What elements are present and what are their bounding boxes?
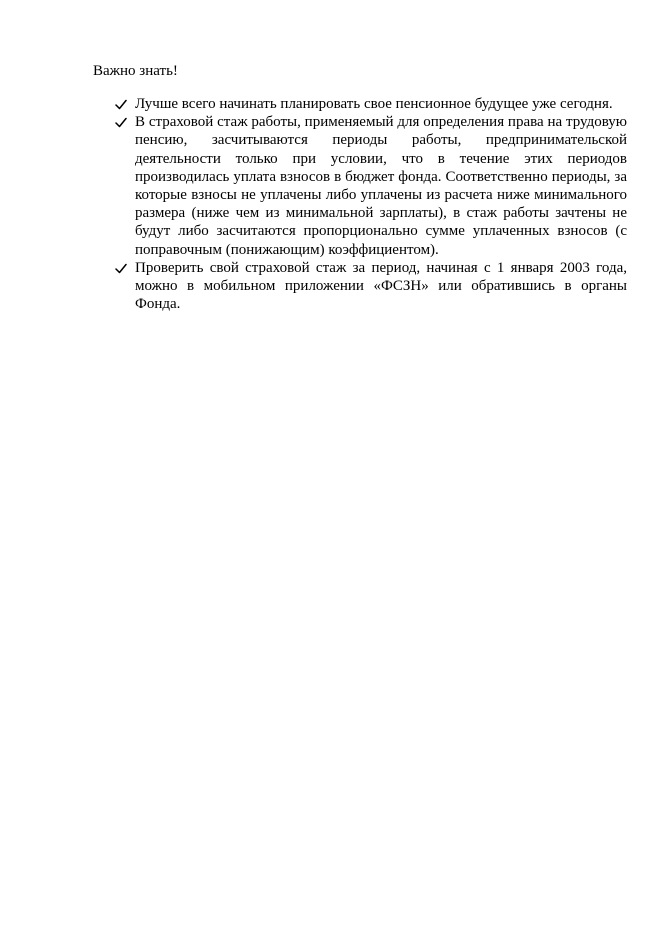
list-item-text: Проверить свой страховой стаж за период, начиная с 1 января 2003 года, можно в мобильном приложении «ФСЗН» или обратившись в органы Фонда. [135, 259, 627, 313]
checkmark-icon [115, 95, 129, 113]
bullet-list [115, 95, 627, 313]
checkmark-icon [115, 259, 129, 277]
checkmark-icon [115, 113, 129, 131]
list-item [115, 259, 627, 314]
list-item-text: В страховой стаж работы, применяемый для определения права на трудовую пенсию, засчитываются периоды работы, предпринимательской деятельности только при условии, что в течение этих периодов производилась уплата взносов в бюджет фонда. Соответственно периоды, за которые взносы не уплачены либо уплачены из расчета ниже минимального размера (ниже чем из минимальной зарплаты), в стаж работы зачтены не будут либо засчитаются пропорционально сумме уплаченных взносов (с поправочным (понижающим) коэффициентом). [135, 114, 627, 258]
list-item-text: Лучше всего начинать планировать свое пенсионное будущее уже сегодня. [135, 96, 613, 112]
list-item [115, 95, 627, 113]
page-heading: Важно знать! [93, 63, 178, 79]
list-item [115, 113, 627, 259]
